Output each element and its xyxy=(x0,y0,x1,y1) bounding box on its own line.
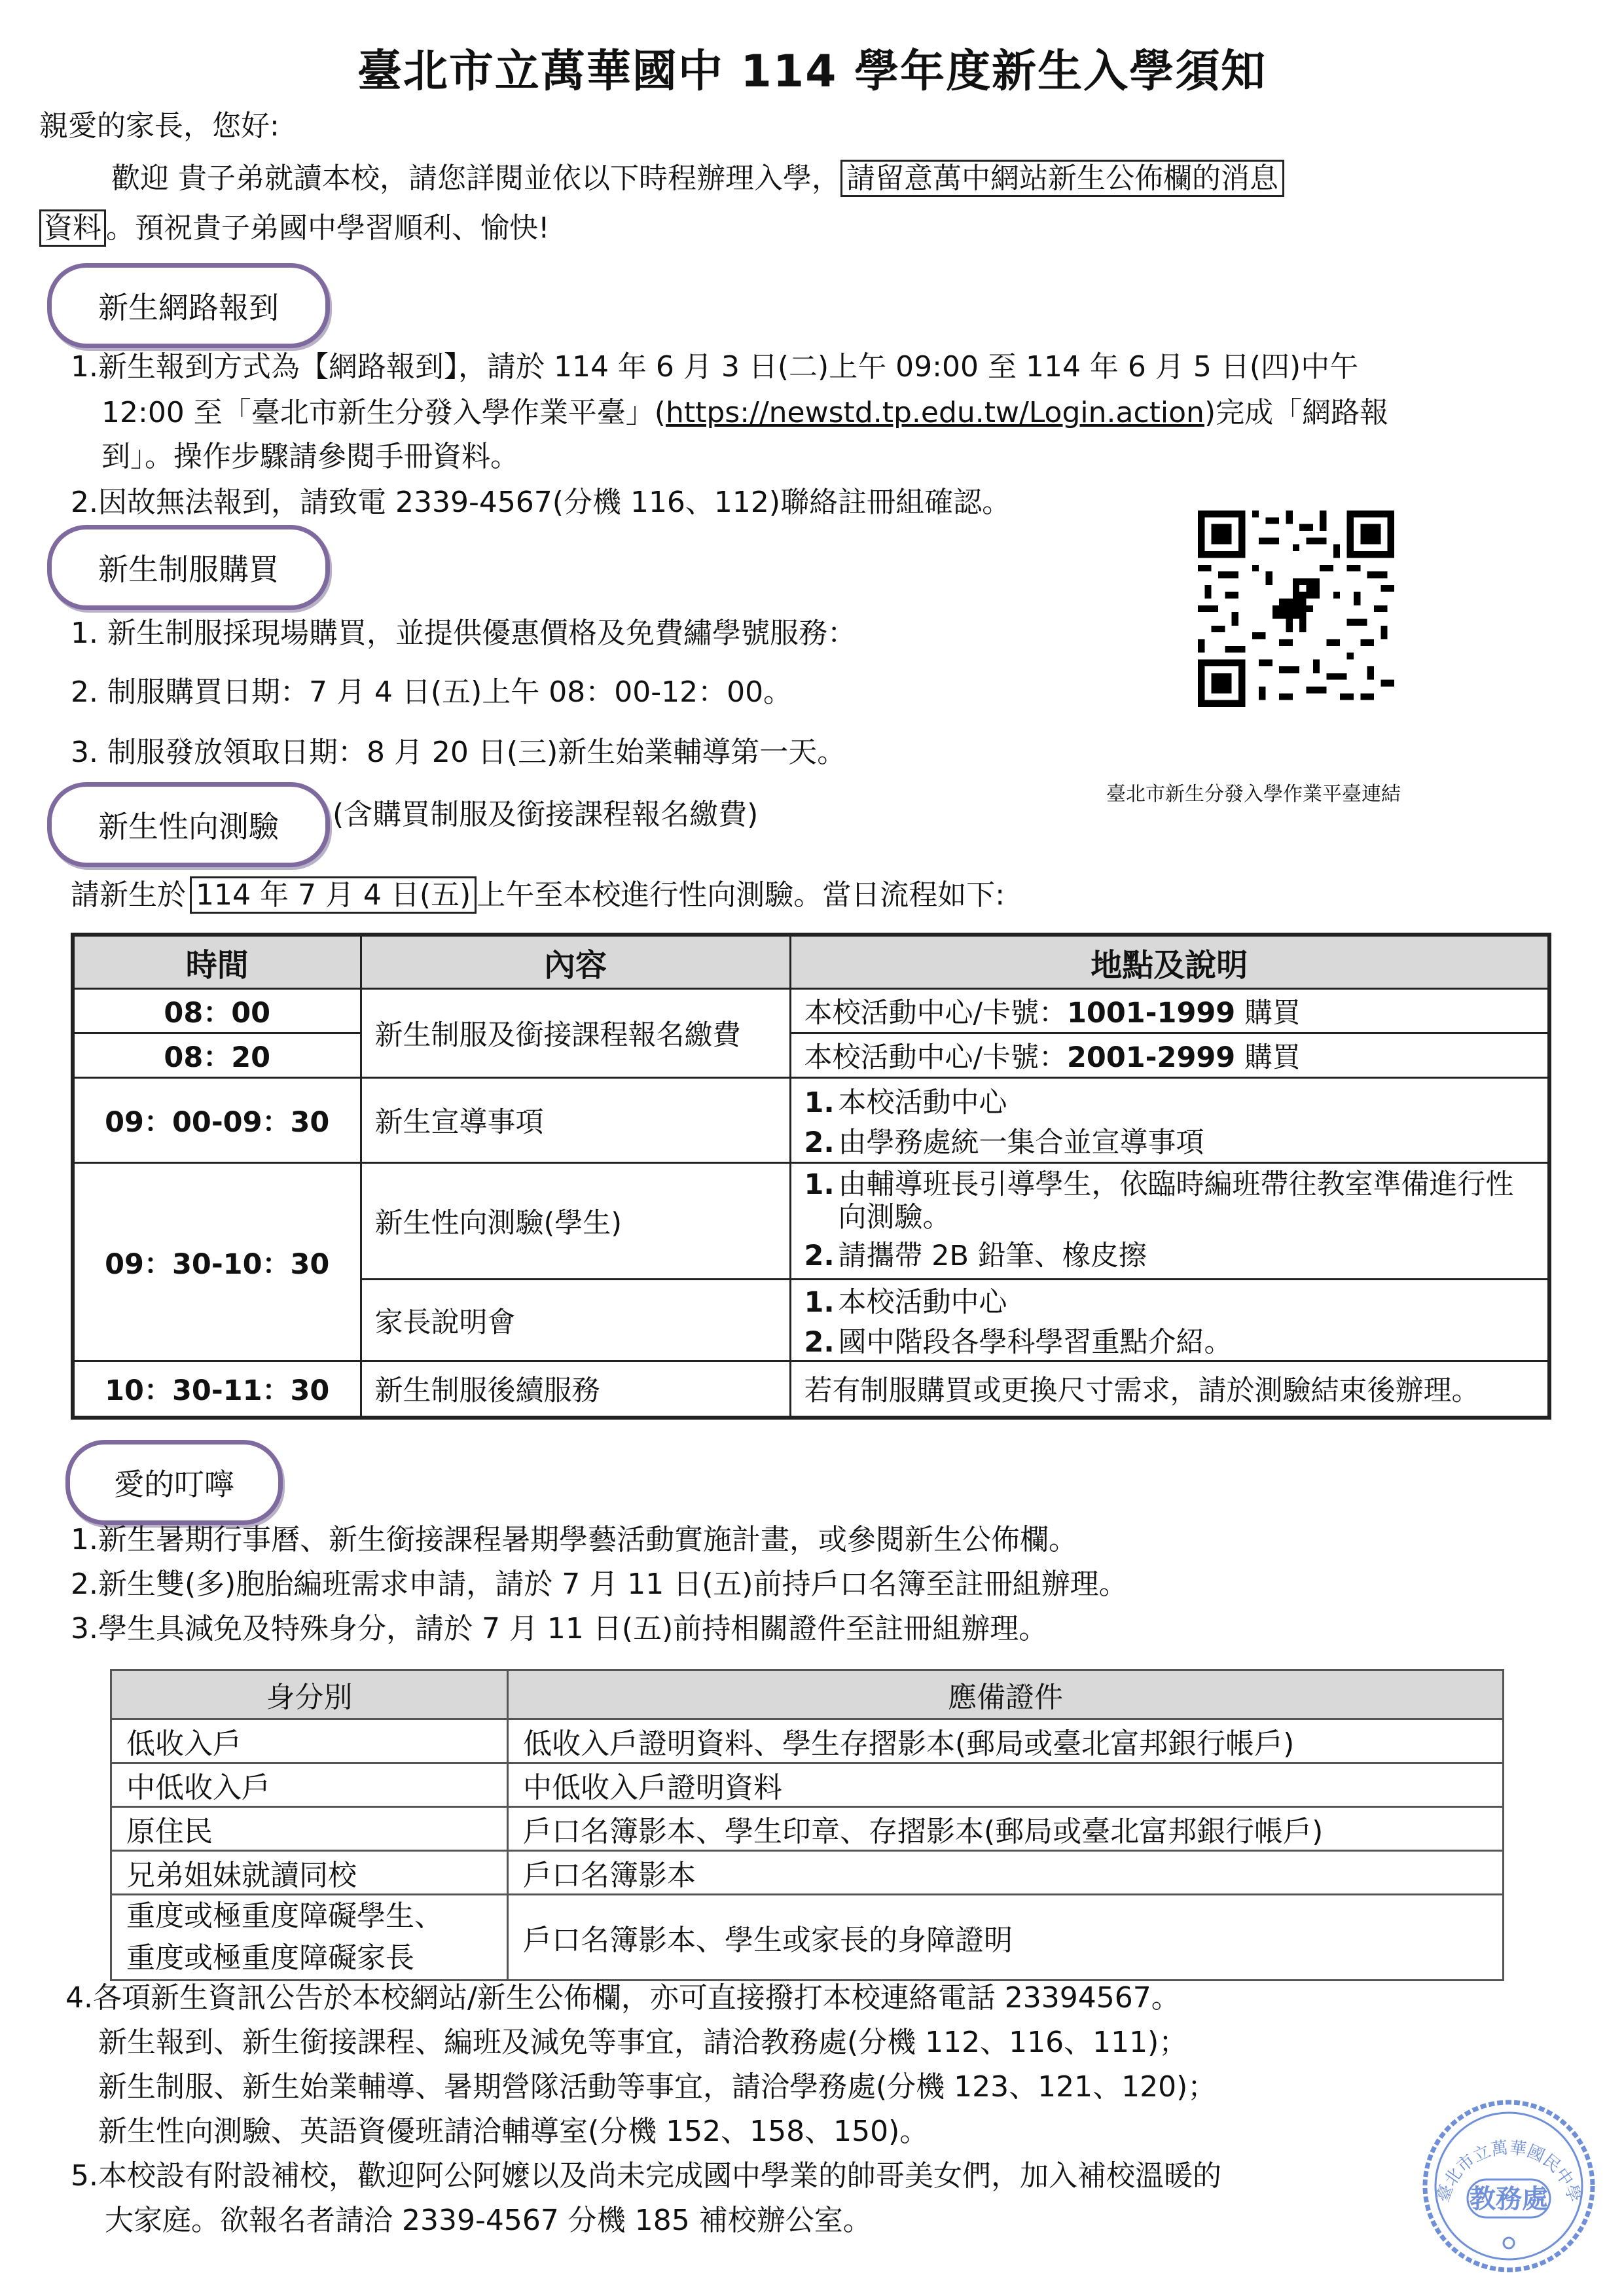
intro-boxed-notice-2: 資料 xyxy=(39,209,106,247)
schedule-table xyxy=(71,933,1551,1420)
section-label-aptitude: 新生性向測驗 xyxy=(47,782,330,867)
identity-table xyxy=(110,1669,1504,1981)
reminder-item-1: 1.新生暑期行事曆、新生銜接課程暑期學藝活動實施計畫，或參閱新生公佈欄。 xyxy=(71,1523,1077,1556)
table-row xyxy=(111,1763,1504,1807)
list-number: 1. xyxy=(804,1286,835,1319)
content-cell: 新生性向測驗(學生) xyxy=(361,1163,790,1280)
identity-cell: 低收入戶 xyxy=(111,1719,508,1763)
footer-item-5b: 大家庭。欲報名者請洽 2339-4567 分機 185 補校辦公室。 xyxy=(105,2204,872,2237)
footer-item-4-line-1: 新生報到、新生銜接課程、編班及減免等事宜，請洽教務處(分機 112、116、111)； xyxy=(98,2026,1188,2059)
card-range: 2001-2999 xyxy=(1067,1041,1236,1074)
content-cell: 家長說明會 xyxy=(361,1280,790,1361)
table-row xyxy=(111,1719,1504,1763)
document-cell: 戶口名簿影本 xyxy=(508,1851,1504,1895)
time-cell: 08：00 xyxy=(73,989,361,1033)
table-row xyxy=(111,1807,1504,1851)
place-cell: 若有制服購買或更換尺寸需求，請於測驗結束後辦理。 xyxy=(790,1361,1549,1418)
intro-line xyxy=(111,157,1284,200)
list-number: 2. xyxy=(804,1126,835,1159)
place-item: 本校活動中心 xyxy=(838,1086,1007,1119)
registration-item-1a: 1.新生報到方式為【網路報到】，請於 114 年 6 月 3 日(二)上午 09:00 至 114 年 6 月 5 日(四)中午 xyxy=(71,350,1359,384)
place-item: 本校活動中心 xyxy=(838,1286,1007,1319)
list-number: 1. xyxy=(804,1086,835,1119)
document-cell: 戶口名簿影本、學生印章、存摺影本(郵局或臺北富邦銀行帳戶) xyxy=(508,1807,1504,1851)
place-cell xyxy=(790,1078,1549,1163)
place-suffix: 購買 xyxy=(1235,1041,1301,1074)
section-label-registration: 新生網路報到 xyxy=(47,263,330,348)
table-row xyxy=(73,989,1549,1033)
list-number: 1. xyxy=(804,1168,835,1201)
aptitude-line-pre: 請新生於 xyxy=(71,878,186,912)
footer-item-4-line-2: 新生制服、新生始業輔導、暑期營隊活動等事宜，請洽學務處(分機 123、121、120)； xyxy=(98,2070,1217,2104)
place-item: 由輔導班長引導學生，依臨時編班帶往教室準備進行性向測驗。 xyxy=(838,1168,1514,1234)
list-number: 2. xyxy=(804,1240,835,1272)
identity-line: 重度或極重度障礙學生、 xyxy=(126,1899,443,1933)
time-cell: 09：30-10：30 xyxy=(73,1163,361,1361)
time-cell: 10：30-11：30 xyxy=(73,1361,361,1418)
platform-link[interactable]: https://newstd.tp.edu.tw/Login.action xyxy=(665,396,1204,429)
time-cell: 09：00-09：30 xyxy=(73,1078,361,1163)
place-item: 國中階段各學科學習重點介紹。 xyxy=(838,1326,1233,1359)
place-suffix: 購買 xyxy=(1235,997,1301,1030)
qr-caption: 臺北市新生分發入學作業平臺連結 xyxy=(1106,783,1401,806)
registration-item-2: 2.因故無法報到，請致電 2339-4567(分機 116、112)聯絡註冊組確認。 xyxy=(71,486,1011,519)
table-row xyxy=(73,1033,1549,1078)
footer-item-4: 4.各項新生資訊公告於本校網站/新生公佈欄，亦可直接撥打本校連絡電話 23394567。 xyxy=(65,1981,1180,2015)
uniform-item-1: 1. 新生制服採現場購買，並提供優惠價格及免費繡學號服務： xyxy=(71,617,856,650)
registration-item-1c-text: )完成「網路報 xyxy=(1204,396,1389,429)
qr-code-icon[interactable] xyxy=(1198,511,1394,707)
header-place: 地點及說明 xyxy=(790,935,1549,989)
reminder-item-2: 2.新生雙(多)胞胎編班需求申請，請於 7 月 11 日(五)前持戶口名簿至註冊組辦理。 xyxy=(71,1568,1128,1601)
content-cell: 新生宣導事項 xyxy=(361,1078,790,1163)
content-cell: 新生制服及銜接課程報名繳費 xyxy=(361,989,790,1078)
schedule-header-row xyxy=(73,935,1549,989)
place-cell xyxy=(790,1033,1549,1078)
intro-text: 歡迎 貴子弟就讀本校，請您詳閱並依以下時程辦理入學， xyxy=(111,162,840,195)
registration-item-1b-text: 12:00 至「臺北市新生分發入學作業平臺」( xyxy=(101,396,666,429)
place-item: 由學務處統一集合並宣導事項 xyxy=(838,1126,1204,1159)
identity-line: 重度或極重度障礙家長 xyxy=(126,1941,414,1975)
place-cell xyxy=(790,989,1549,1033)
place-cell xyxy=(790,1163,1549,1280)
identity-cell: 中低收入戶 xyxy=(111,1763,508,1807)
header-time: 時間 xyxy=(73,935,361,989)
place-cell xyxy=(790,1280,1549,1361)
place-item: 請攜帶 2B 鉛筆、橡皮擦 xyxy=(838,1240,1147,1272)
aptitude-note: (含購買制服及銜接課程報名繳費) xyxy=(333,798,759,831)
footer-item-5a: 5.本校設有附設補校，歡迎阿公阿嬤以及尚未完成國中學業的帥哥美女們，加入補校溫暖的 xyxy=(71,2159,1221,2193)
document-cell: 中低收入戶證明資料 xyxy=(508,1763,1504,1807)
header-content: 內容 xyxy=(361,935,790,989)
list-number: 2. xyxy=(804,1326,835,1359)
card-range: 1001-1999 xyxy=(1067,997,1236,1030)
place-text: 本校活動中心/卡號： xyxy=(804,997,1067,1030)
registration-item-1b xyxy=(101,391,1388,435)
seal-center-text: 教務處 xyxy=(1470,2184,1548,2214)
table-row xyxy=(73,1078,1549,1163)
header-documents: 應備證件 xyxy=(508,1670,1504,1719)
place-text: 本校活動中心/卡號： xyxy=(804,1041,1067,1074)
greeting: 親愛的家長，您好: xyxy=(39,109,280,143)
table-row xyxy=(73,1361,1549,1418)
identity-cell xyxy=(111,1895,508,1981)
document-cell: 戶口名簿影本、學生或家長的身障證明 xyxy=(508,1895,1504,1981)
intro-line-2 xyxy=(39,207,550,250)
header-identity: 身分別 xyxy=(111,1670,508,1719)
table-row xyxy=(111,1851,1504,1895)
seal-ring-text: 臺北市立萬華國民中學 xyxy=(1433,2138,1585,2205)
section-label-reminders: 愛的叮嚀 xyxy=(65,1440,283,1525)
aptitude-date-line xyxy=(71,874,1005,917)
aptitude-line-post: 上午至本校進行性向測驗。當日流程如下: xyxy=(477,878,1005,912)
table-row xyxy=(73,1163,1549,1280)
footer-item-4-line-3: 新生性向測驗、英語資優班請洽輔導室(分機 152、158、150)。 xyxy=(98,2115,929,2148)
intro-wish: 。預祝貴子弟國中學習順利、愉快! xyxy=(106,211,550,245)
page-title: 臺北市立萬華國中 114 學年度新生入學須知 xyxy=(357,46,1267,98)
reminder-item-3: 3.學生具減免及特殊身分，請於 7 月 11 日(五)前持相關證件至註冊組辦理。 xyxy=(71,1612,1048,1645)
uniform-item-2: 2. 制服購買日期：7 月 4 日(五)上午 08：00-12：00。 xyxy=(71,675,793,709)
document-cell: 低收入戶證明資料、學生存摺影本(郵局或臺北富邦銀行帳戶) xyxy=(508,1719,1504,1763)
identity-cell: 兄弟姐妹就讀同校 xyxy=(111,1851,508,1895)
intro-boxed-notice: 請留意萬中網站新生公佈欄的消息 xyxy=(840,160,1284,197)
aptitude-date-boxed: 114 年 7 月 4 日(五) xyxy=(190,876,477,914)
office-seal-icon xyxy=(1420,2098,1597,2274)
identity-header-row xyxy=(111,1670,1504,1719)
time-cell: 08：20 xyxy=(73,1033,361,1078)
uniform-item-3: 3. 制服發放領取日期：8 月 20 日(三)新生始業輔導第一天。 xyxy=(71,736,846,769)
registration-item-1d: 到」。操作步驟請參閱手冊資料。 xyxy=(101,440,519,473)
identity-cell: 原住民 xyxy=(111,1807,508,1851)
section-label-uniform: 新生制服購買 xyxy=(47,525,330,610)
table-row xyxy=(111,1895,1504,1981)
content-cell: 新生制服後續服務 xyxy=(361,1361,790,1418)
